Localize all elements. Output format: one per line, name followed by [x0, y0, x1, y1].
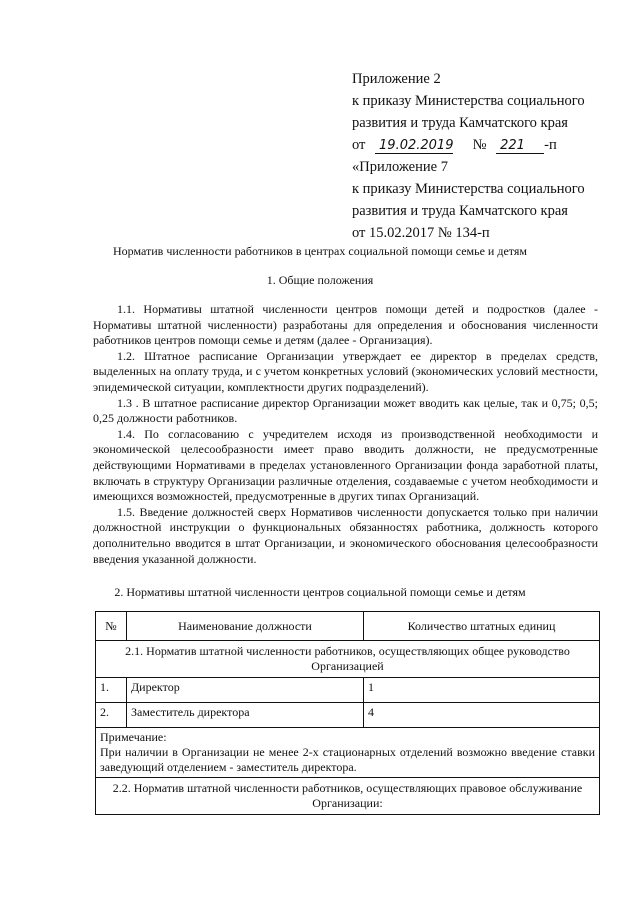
document-title: Норматив численности работников в центрах социальной помощи семье и детям	[113, 244, 527, 258]
original-date-line: от 15.02.2017 № 134-п	[352, 225, 490, 241]
appendix-date-line	[352, 134, 585, 156]
original-appendix-header	[352, 156, 585, 244]
order-date: 19.02.2019	[375, 139, 453, 154]
table-header-row	[96, 612, 600, 641]
col-position-header: Наименование должности	[127, 612, 364, 641]
from-label: от	[352, 137, 366, 153]
appendix-order-line: к приказу Министерства социального	[352, 93, 585, 109]
row-position: Заместитель директора	[127, 703, 364, 728]
row-count: 1	[364, 678, 600, 703]
paragraph-1-4: 1.4. По согласованию с учредителем исходя из производственной необходимости и экономической целесообразности имеет право вводить должности, не предусмотренные действующими Нормативами в пределах установленного Организации фонда заработной платы, включать в структуру Организации различные отделения, создаваемые с учетом необходимости и имеющихся возможностей, предусмотренные в других типах Организаций.	[93, 426, 598, 504]
row-count: 4	[364, 703, 600, 728]
col-number-header: №	[96, 612, 127, 641]
note-label: Примечание:	[100, 730, 167, 744]
paragraph-1-5: 1.5. Введение должностей сверх Нормативов численности допускается только при наличии должностной инструкции о функциональных обязанностях работника, должность которого дополнительно вводится в штат Организации, и экономического обоснования целесообразности введения указанной должности.	[93, 504, 598, 566]
note-cell	[96, 728, 600, 778]
paragraph-1-3: 1.3 . В штатное расписание директор Организации может вводить как целые, так и 0,75; 0,5; 0,25 должности работников.	[93, 395, 598, 426]
paragraph-1-2: 1.2. Штатное расписание Организации утверждает ее директор в пределах средств, выделенных на оплату труда, и с учетом конкретных условий (экономических условий местности, эпидемической ситуации, комплектности других подразделений).	[93, 348, 598, 394]
original-ministry-line: развития и труда Камчатского края	[352, 203, 568, 219]
col-count-header: Количество штатных единиц	[364, 612, 600, 641]
appendix-header	[352, 68, 585, 156]
row-number: 2.	[96, 703, 127, 728]
number-label: №	[472, 137, 487, 153]
subsection-2-1: 2.1. Норматив штатной численности работников, осуществляющих общее руководство Организацией	[96, 641, 600, 678]
note-text: При наличии в Организации не менее 2-х стационарных отделений возможно введение ставки заведующий отделением - заместитель директора.	[100, 745, 595, 774]
paragraph-1-1: 1.1. Нормативы штатной численности центров помощи детей и подростков (далее - Нормативы штатной численности) разработаны для определения и обоснования численности работников центров помощи семье и детям (далее - Организация).	[93, 302, 598, 348]
table-note-row	[96, 728, 600, 778]
general-provisions	[93, 302, 598, 567]
appendix-ministry-line: развития и труда Камчатского края	[352, 115, 568, 131]
order-number: 221	[496, 139, 544, 154]
original-appendix-title: «Приложение 7	[352, 159, 448, 175]
original-order-line: к приказу Министерства социального	[352, 181, 585, 197]
row-number: 1.	[96, 678, 127, 703]
subsection-2-2: 2.2. Норматив штатной численности работников, осуществляющих правовое обслуживание Организации:	[96, 778, 600, 815]
row-position: Директор	[127, 678, 364, 703]
table-subheader-row	[96, 641, 600, 678]
table-subheader-row	[96, 778, 600, 815]
number-suffix: -п	[544, 137, 557, 153]
section-2-title: 2. Нормативы штатной численности центров социальной помощи семье и детям	[114, 585, 526, 599]
table-row	[96, 678, 600, 703]
table-row	[96, 703, 600, 728]
appendix-title: Приложение 2	[352, 71, 441, 87]
section-1-title: 1. Общие положения	[266, 273, 374, 287]
staffing-table	[95, 611, 600, 815]
